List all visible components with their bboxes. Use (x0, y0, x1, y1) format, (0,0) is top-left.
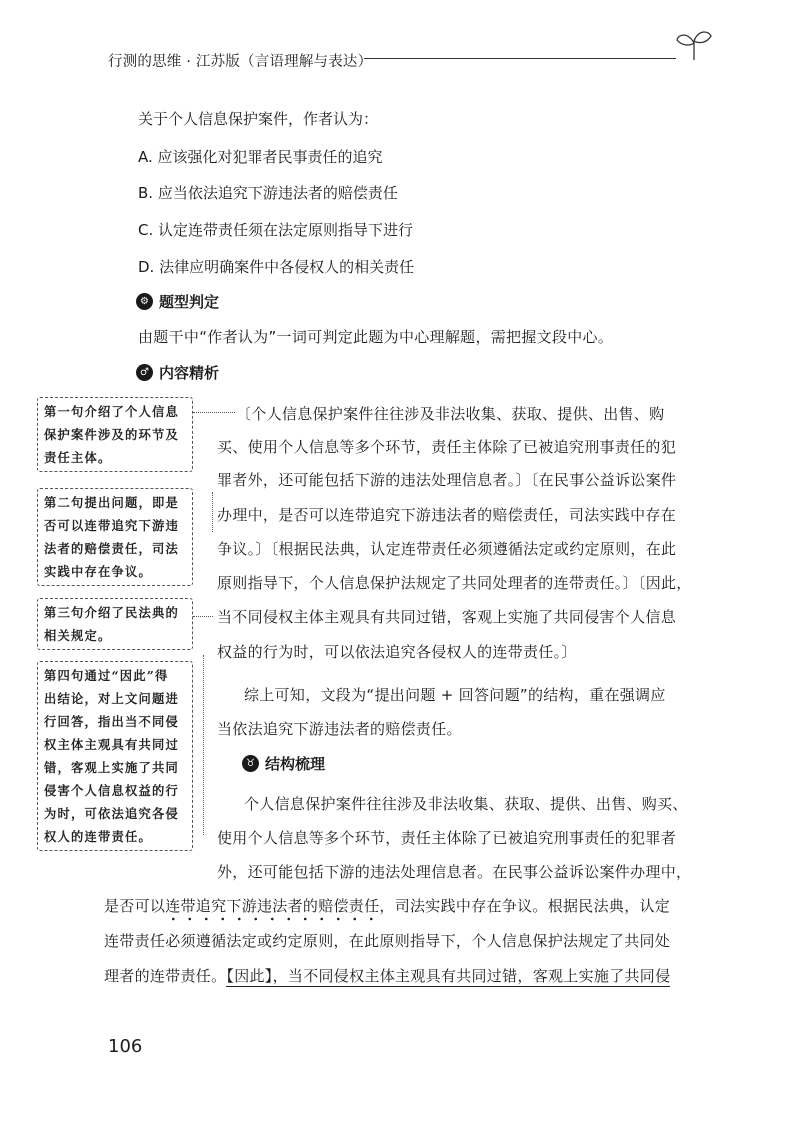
running-header-title: 行测的思维 · 江苏版（言语理解与表达） (108, 54, 373, 70)
taurus-icon: ♉ (242, 755, 259, 772)
note-leader-1 (193, 412, 235, 413)
content-line: 原则指导下，个人信息保护法规定了共同处理者的连带责任。〕〔因此， (217, 574, 692, 592)
gear-icon: ⚙ (136, 293, 153, 310)
side-note-1: 第一句介绍了个人信息 保护案件涉及的环节及 责任主体。 (37, 397, 193, 472)
section-type-judge-heading (136, 291, 219, 312)
underlined-conclusion: ，当不同侵权主体主观具有共同过错，客观上实施了共同侵 (272, 967, 671, 985)
structure-line: 是否可以连带追究下游违法者的赔偿责任，司法实践中存在争议。根据民法典，认定 (104, 895, 670, 916)
note-leader-4 (203, 655, 204, 835)
content-line: 〔个人信息保护案件往往涉及非法收集、获取、提供、出售、购 (236, 405, 665, 423)
side-note-4: 第四句通过“因此”得 出结论，对上文问题进 行回答，指出当不同侵 权主体主观具有共同过 错，客观上实施了共同 侵害个人信息权益的行 为时，可依法追究各侵 权人的连带责任。 (37, 661, 193, 851)
type-judge-text: 由题干中“作者认为”一词可判定此题为中心理解题，需把握文段中心。 (138, 328, 614, 346)
male-symbol-icon: ♂ (136, 364, 153, 381)
page-number: 106 (108, 1036, 143, 1057)
option-d: D. 法律应明确案件中各侵权人的相关责任 (138, 258, 415, 276)
content-line: 争议。〕〔根据民法典，认定连带责任必须遵循法定或约定原则，在此 (217, 540, 677, 558)
note-leader-2 (212, 492, 213, 532)
content-line: 当不同侵权主体主观具有共同过错，客观上实施了共同侵害个人信息 (217, 608, 677, 626)
structure-line: 个人信息保护案件往往涉及非法收集、获取、提供、出售、购买、 (244, 795, 688, 813)
side-note-2: 第二句提出问题，即是 否可以连带追究下游违 法者的赔偿责任，司法 实践中存在争议。 (37, 488, 193, 586)
note-leader-3 (193, 616, 213, 617)
structure-line: 外，还可能包括下游的违法处理信息者。在民事公益诉讼案件办理中， (217, 863, 692, 881)
structure-line: 理者的连带责任。【因此】，当不同侵权主体主观具有共同过错，客观上实施了共同侵 (104, 967, 671, 985)
content-line: 办理中，是否可以连带追究下游违法者的赔偿责任，司法实践中存在 (217, 506, 677, 524)
sprout-icon (674, 28, 714, 62)
emphasis-dotted: 连带追究下游违法者的赔偿责任 (165, 897, 379, 922)
structure-line: 使用个人信息等多个环节，责任主体除了已被追究刑事责任的犯罪者 (217, 829, 677, 847)
side-note-3: 第三句介绍了民法典的 相关规定。 (37, 598, 193, 650)
content-line: 罪者外，还可能包括下游的违法处理信息者。〕〔在民事公益诉讼案件 (217, 471, 677, 489)
summary-line: 当依法追究下游违法者的赔偿责任。 (217, 720, 462, 738)
section-title: 结构梳理 (265, 755, 326, 773)
section-title: 内容精析 (159, 364, 220, 382)
keyword-therefore: 【因此】 (226, 967, 273, 985)
content-line: 权益的行为时，可以依法追究各侵权人的连带责任。〕 (217, 643, 577, 661)
structure-line: 连带责任必须遵循法定或约定原则，在此原则指导下，个人信息保护法规定了共同处 (104, 932, 671, 950)
section-content-heading (136, 362, 219, 383)
section-structure-heading (242, 753, 325, 774)
header-rule (364, 58, 676, 59)
content-line: 买、使用个人信息等多个环节，责任主体除了已被追究刑事责任的犯 (217, 438, 677, 456)
question-stem: 关于个人信息保护案件，作者认为： (138, 110, 379, 128)
option-c: C. 认定连带责任须在法定原则指导下进行 (138, 221, 414, 239)
summary-line: 综上可知，文段为“提出问题 + 回答问题”的结构，重在强调应 (244, 686, 666, 704)
option-a: A. 应该强化对犯罪者民事责任的追究 (138, 148, 383, 166)
section-title: 题型判定 (159, 293, 220, 311)
option-b: B. 应当依法追究下游违法者的赔偿责任 (138, 184, 398, 202)
